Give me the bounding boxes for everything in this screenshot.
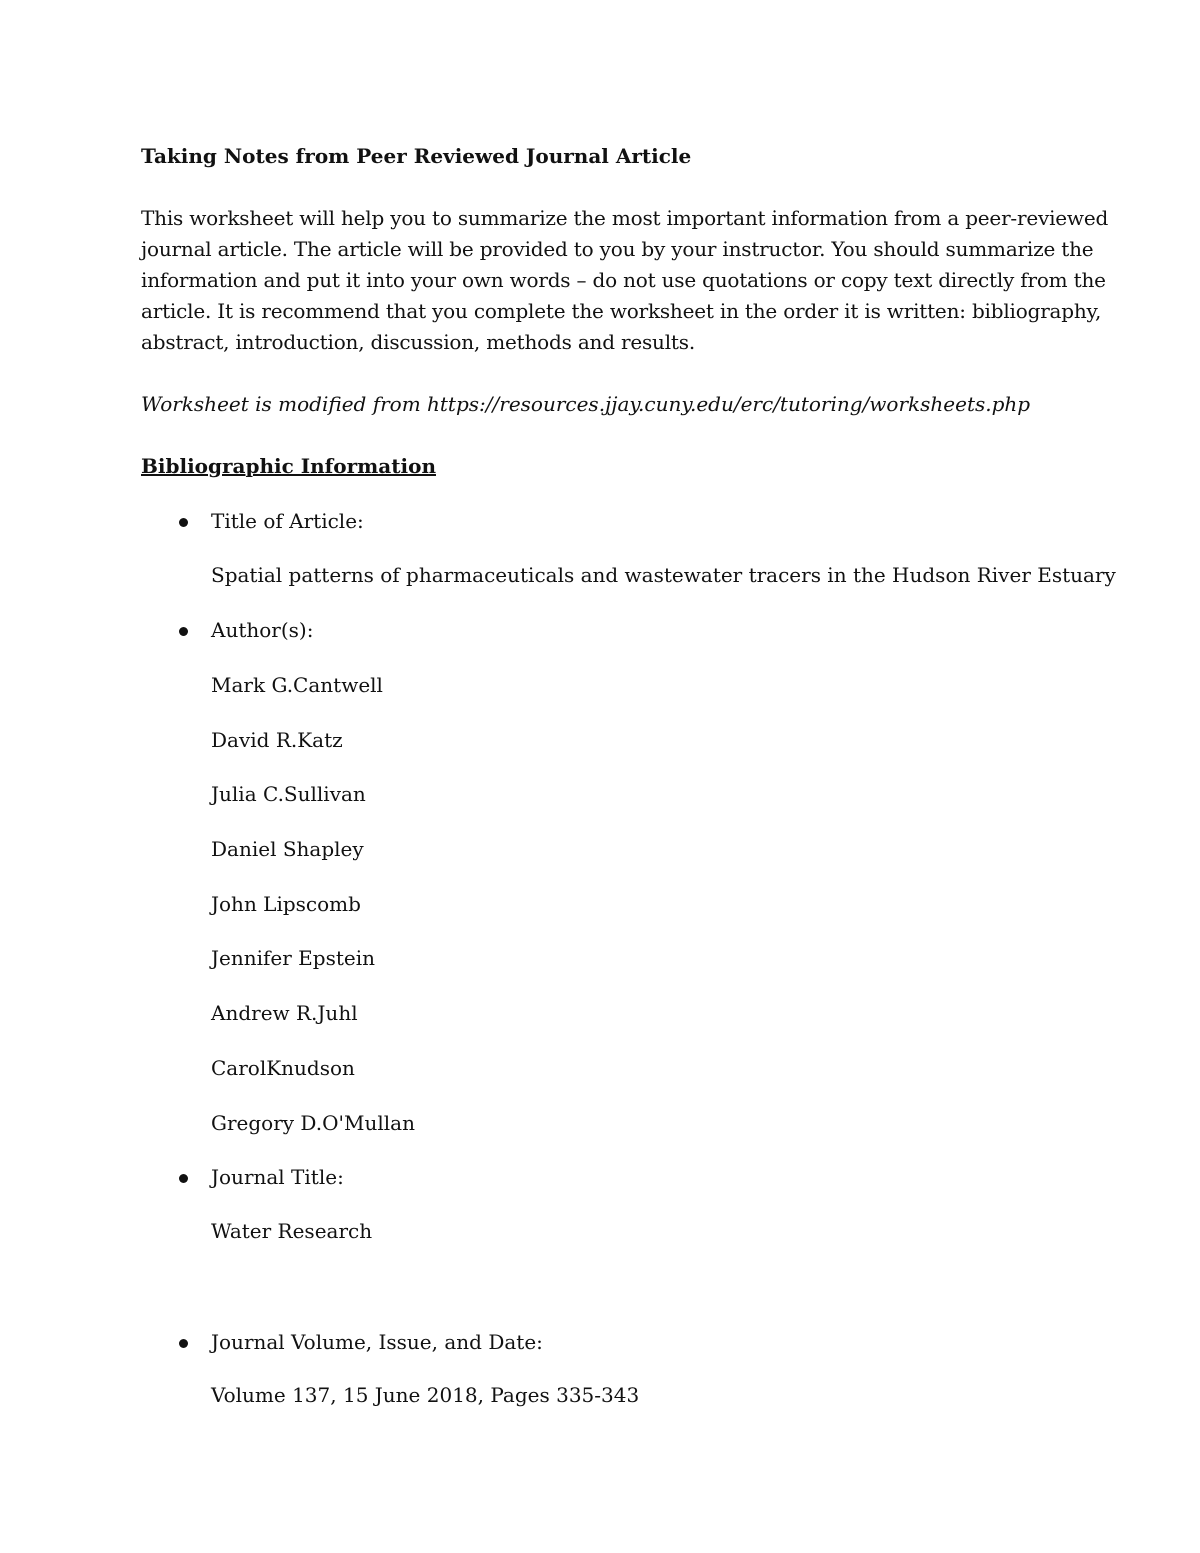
bullet-icon (179, 1339, 188, 1348)
intro-line: This worksheet will help you to summarize the most important information from a peer-reviewed (141, 206, 1109, 230)
intro-paragraph (141, 203, 1109, 358)
intro-line: journal article. The article will be provided to you by your instructor. You should summarize the (141, 237, 1094, 261)
author-name: Andrew R.Juhl (211, 1001, 358, 1025)
author-name: John Lipscomb (211, 892, 361, 916)
volume-value: Volume 137, 15 June 2018, Pages 335-343 (211, 1383, 640, 1407)
author-name: Daniel Shapley (211, 837, 364, 861)
journal-title-label: Journal Title: (211, 1165, 344, 1189)
section-heading: Bibliographic Information (141, 454, 436, 478)
author-name: Julia C.Sullivan (211, 782, 366, 806)
journal-title-value: Water Research (211, 1219, 373, 1243)
volume-label: Journal Volume, Issue, and Date: (211, 1330, 543, 1354)
intro-line: article. It is recommend that you complete the worksheet in the order it is written: bibliography, (141, 299, 1102, 323)
author-name: Gregory D.O'Mullan (211, 1111, 415, 1135)
bullet-icon (179, 518, 188, 527)
intro-line: information and put it into your own words – do not use quotations or copy text directly from the (141, 268, 1106, 292)
author-name: CarolKnudson (211, 1056, 355, 1080)
source-credit: Worksheet is modified from https://resources.jjay.cuny.edu/erc/tutoring/worksheets.php (141, 392, 1031, 416)
author-name: Jennifer Epstein (211, 946, 375, 970)
authors-label: Author(s): (211, 618, 314, 642)
intro-line: abstract, introduction, discussion, methods and results. (141, 330, 695, 354)
document-title: Taking Notes from Peer Reviewed Journal Article (141, 144, 692, 168)
article-title-label: Title of Article: (211, 509, 364, 533)
bullet-icon (179, 627, 188, 636)
bullet-icon (179, 1174, 188, 1183)
article-title-value: Spatial patterns of pharmaceuticals and wastewater tracers in the Hudson River Estuary (211, 563, 1116, 587)
author-name: Mark G.Cantwell (211, 673, 383, 697)
author-name: David R.Katz (211, 728, 343, 752)
